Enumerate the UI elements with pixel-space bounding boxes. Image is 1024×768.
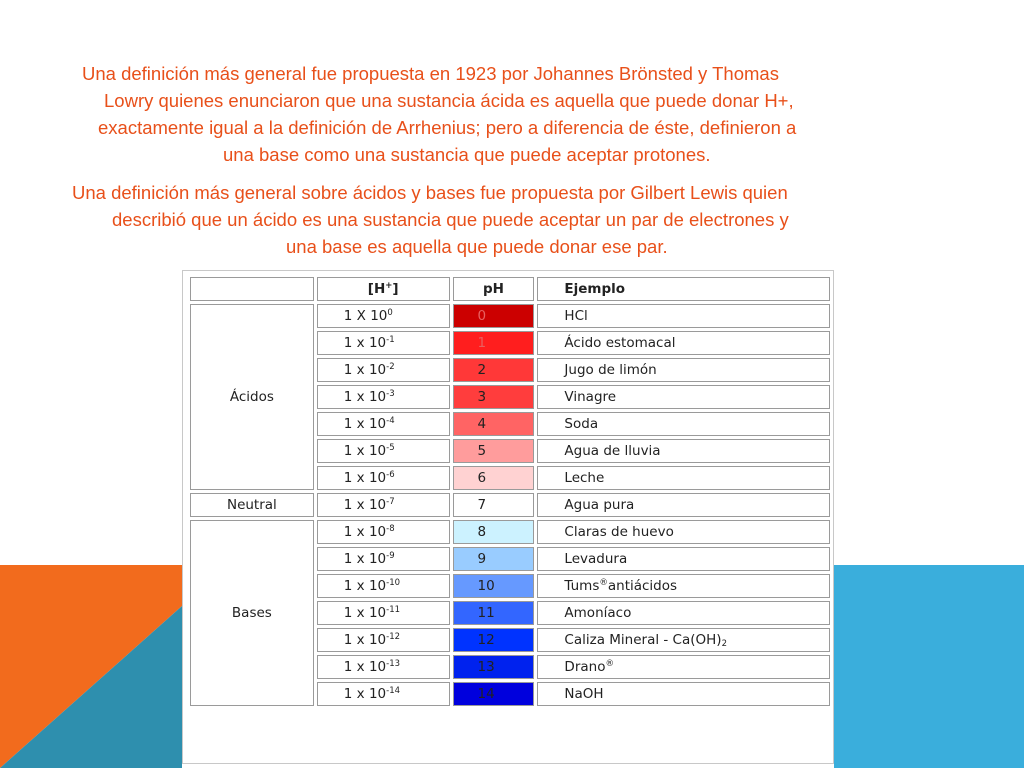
example-cell xyxy=(537,466,830,490)
ph-value-cell: 13 xyxy=(453,655,535,679)
h-coef: 1 x 10 xyxy=(343,632,387,648)
example-text: Vinagre xyxy=(564,389,617,405)
example-cell xyxy=(537,547,830,571)
paragraph-line: Lowry quienes enunciaron que una sustancia ácida es aquella que puede donar H+, xyxy=(104,90,794,111)
example-cell xyxy=(537,601,830,625)
h-exponent: -3 xyxy=(386,389,395,399)
example-text: Leche xyxy=(564,470,605,486)
header-h-base: [H xyxy=(367,281,386,297)
example-text: Soda xyxy=(564,416,599,432)
ph-value-cell: 5 xyxy=(453,439,535,463)
ph-value-cell: 9 xyxy=(453,547,535,571)
example-text: Drano xyxy=(564,659,606,675)
header-h-close: ] xyxy=(392,281,399,297)
h-coef: 1 x 10 xyxy=(343,551,387,567)
h-exponent: 0 xyxy=(387,308,393,318)
example-text: Caliza Mineral - Ca(OH) xyxy=(564,632,722,648)
example-cell xyxy=(537,493,830,517)
h-exponent: -12 xyxy=(386,632,401,642)
h-exponent: -1 xyxy=(386,335,395,345)
example-cell xyxy=(537,412,830,436)
h-exponent: -8 xyxy=(386,524,395,534)
h-concentration-cell xyxy=(317,628,450,652)
ph-value-cell: 2 xyxy=(453,358,535,382)
header-example: Ejemplo xyxy=(537,277,830,301)
group-label: Bases xyxy=(190,520,314,706)
table-header-row xyxy=(190,277,830,301)
ph-value-cell: 7 xyxy=(453,493,535,517)
example-text: Claras de huevo xyxy=(564,524,674,540)
group-label: Ácidos xyxy=(190,304,314,490)
ph-value-cell: 1 xyxy=(453,331,535,355)
header-ph: pH xyxy=(453,277,535,301)
h-exponent: -2 xyxy=(386,362,395,372)
ph-value-cell: 10 xyxy=(453,574,535,598)
example-text: Amoníaco xyxy=(564,605,632,621)
paragraph-line: exactamente igual a la definición de Arrhenius; pero a diferencia de éste, definieron a xyxy=(98,117,797,138)
example-text: Levadura xyxy=(564,551,628,567)
h-exponent: -14 xyxy=(386,686,401,696)
h-concentration-cell xyxy=(317,547,450,571)
ph-value-cell: 4 xyxy=(453,412,535,436)
h-concentration-cell xyxy=(317,574,450,598)
h-coef: 1 X 10 xyxy=(343,308,388,324)
h-coef: 1 x 10 xyxy=(343,578,387,594)
example-cell xyxy=(537,331,830,355)
paragraph-line: Una definición más general sobre ácidos y bases fue propuesta por Gilbert Lewis quien xyxy=(72,182,788,203)
example-cell xyxy=(537,358,830,382)
h-exponent: -7 xyxy=(386,497,395,507)
h-exponent: -11 xyxy=(386,605,401,615)
ph-value-cell: 14 xyxy=(453,682,535,706)
paragraph-line: una base es aquella que puede donar ese par. xyxy=(286,236,668,257)
example-cell xyxy=(537,682,830,706)
ph-value-cell: 12 xyxy=(453,628,535,652)
h-exponent: -10 xyxy=(386,578,401,588)
h-concentration-cell xyxy=(317,682,450,706)
example-sup: ® xyxy=(599,578,608,588)
h-coef: 1 x 10 xyxy=(343,605,387,621)
h-concentration-cell xyxy=(317,601,450,625)
h-concentration-cell xyxy=(317,439,450,463)
example-cell xyxy=(537,520,830,544)
example-cell xyxy=(537,385,830,409)
example-text: HCl xyxy=(564,308,588,324)
ph-value-cell: 6 xyxy=(453,466,535,490)
h-coef: 1 x 10 xyxy=(343,470,387,486)
header-h-sup: + xyxy=(385,281,393,291)
ph-table xyxy=(187,274,833,709)
example-cell xyxy=(537,304,830,328)
h-concentration-cell xyxy=(317,304,450,328)
h-concentration-cell xyxy=(317,385,450,409)
h-concentration-cell xyxy=(317,493,450,517)
h-coef: 1 x 10 xyxy=(343,686,387,702)
paragraph-line: una base como una sustancia que puede aceptar protones. xyxy=(223,144,711,165)
h-concentration-cell xyxy=(317,655,450,679)
ph-value-cell: 8 xyxy=(453,520,535,544)
h-coef: 1 x 10 xyxy=(343,659,387,675)
paragraph-bronsted-lowry xyxy=(66,60,936,168)
ph-value-cell: 0 xyxy=(453,304,535,328)
h-exponent: -4 xyxy=(386,416,395,426)
header-group xyxy=(190,277,314,301)
blue-corner-shape xyxy=(834,565,1024,768)
table-row xyxy=(190,520,830,544)
example-text: Tums xyxy=(564,578,600,594)
h-coef: 1 x 10 xyxy=(343,362,387,378)
h-concentration-cell xyxy=(317,412,450,436)
table-row xyxy=(190,304,830,328)
ph-value-cell: 3 xyxy=(453,385,535,409)
example-sub: 2 xyxy=(721,639,727,649)
paragraph-line: Una definición más general fue propuesta en 1923 por Johannes Brönsted y Thomas xyxy=(82,63,779,84)
example-text: Agua de lluvia xyxy=(564,443,661,459)
example-cell xyxy=(537,574,830,598)
h-concentration-cell xyxy=(317,331,450,355)
h-exponent: -9 xyxy=(386,551,395,561)
example-text: Agua pura xyxy=(564,497,635,513)
h-coef: 1 x 10 xyxy=(343,443,387,459)
paragraph-lewis xyxy=(66,179,936,260)
example-cell xyxy=(537,655,830,679)
example-cell xyxy=(537,628,830,652)
h-concentration-cell xyxy=(317,466,450,490)
example-tail: antiácidos xyxy=(607,578,678,594)
ph-table-image xyxy=(182,270,834,764)
h-coef: 1 x 10 xyxy=(343,389,387,405)
header-h-concentration xyxy=(317,277,450,301)
h-concentration-cell xyxy=(317,520,450,544)
h-coef: 1 x 10 xyxy=(343,335,387,351)
h-concentration-cell xyxy=(317,358,450,382)
example-cell xyxy=(537,439,830,463)
table-row xyxy=(190,493,830,517)
h-exponent: -13 xyxy=(386,659,401,669)
example-text: Ácido estomacal xyxy=(564,335,676,351)
group-label: Neutral xyxy=(190,493,314,517)
h-coef: 1 x 10 xyxy=(343,416,387,432)
h-exponent: -5 xyxy=(386,443,395,453)
h-coef: 1 x 10 xyxy=(343,497,387,513)
example-text: Jugo de limón xyxy=(564,362,657,378)
ph-value-cell: 11 xyxy=(453,601,535,625)
example-sup: ® xyxy=(605,659,614,669)
h-coef: 1 x 10 xyxy=(343,524,387,540)
example-text: NaOH xyxy=(564,686,604,702)
h-exponent: -6 xyxy=(386,470,395,480)
paragraph-line: describió que un ácido es una sustancia que puede aceptar un par de electrones y xyxy=(112,209,789,230)
